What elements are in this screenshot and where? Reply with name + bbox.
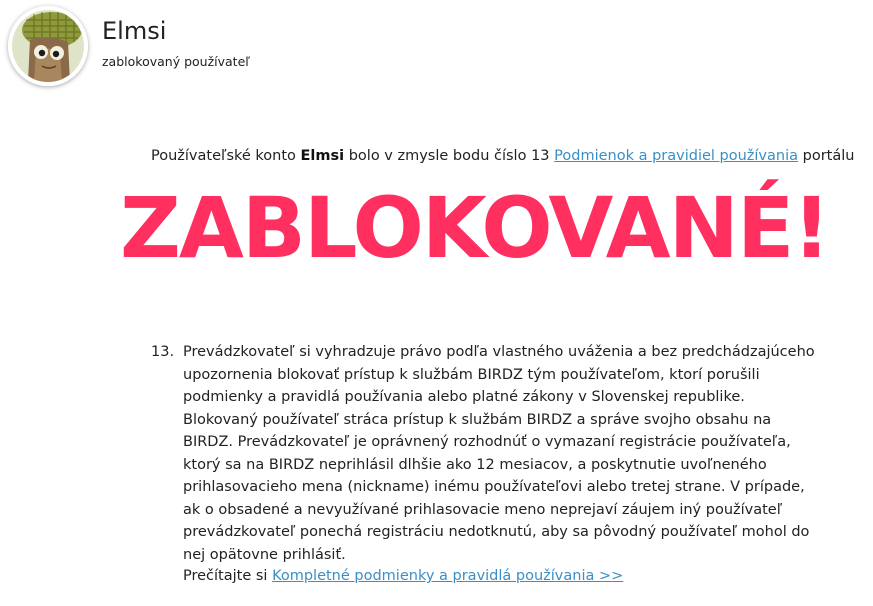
avatar-image	[12, 10, 84, 82]
avatar	[8, 6, 88, 86]
profile-text	[102, 16, 250, 70]
banned-banner: ZABLOKOVANÉ!	[120, 179, 829, 277]
notice-suffix: portálu	[798, 148, 855, 164]
rule-13	[151, 341, 831, 566]
user-status: zablokovaný používateľ	[102, 54, 250, 69]
readmore-prefix: Prečítajte si	[183, 568, 273, 584]
rule-text: Prevádzkovateľ si vyhradzuje právo podľa vlastného uváženia a bez predchádzajúceho upozornenia blokovať prístup k službám BIRDZ tým používateľom, ktorí porušili podmienky a pravidlá používania alebo platné zákony v Slovenskej republike. Blokovaný používateľ stráca prístup k službám BIRDZ a správe svojho obsahu na BIRDZ. Prevádzkovateľ je oprávnený rozhodnúť o vymazaní registrácie používateľa, ktorý sa na BIRDZ neprihlásil dlhšie ako 12 mesiacov, a poskytnutie uvoľneného prihlasovacieho mena (nickname) inému používateľovi alebo tretej strane. V prípade, ak o obsadené a nevyužívané prihlasovacie meno neprejaví záujem iný používateľ prevádzkovateľ ponechá registráciu nedotknutú, aby sa pôvodný používateľ mohol do nej opätovne prihlásiť.	[183, 344, 815, 563]
read-more	[183, 566, 623, 586]
notice-username: Elmsi	[300, 148, 345, 164]
ban-notice	[151, 146, 855, 166]
user-profile-header	[8, 6, 250, 86]
terms-link[interactable]: Podmienok a pravidiel používania	[554, 148, 799, 164]
username: Elmsi	[102, 17, 167, 45]
notice-middle: bolo v zmysle bodu číslo 13	[344, 148, 555, 164]
notice-prefix: Používateľské konto	[151, 148, 301, 164]
full-terms-link[interactable]: Kompletné podmienky a pravidlá používania >>	[272, 568, 624, 584]
rule-number: 13.	[151, 344, 175, 360]
